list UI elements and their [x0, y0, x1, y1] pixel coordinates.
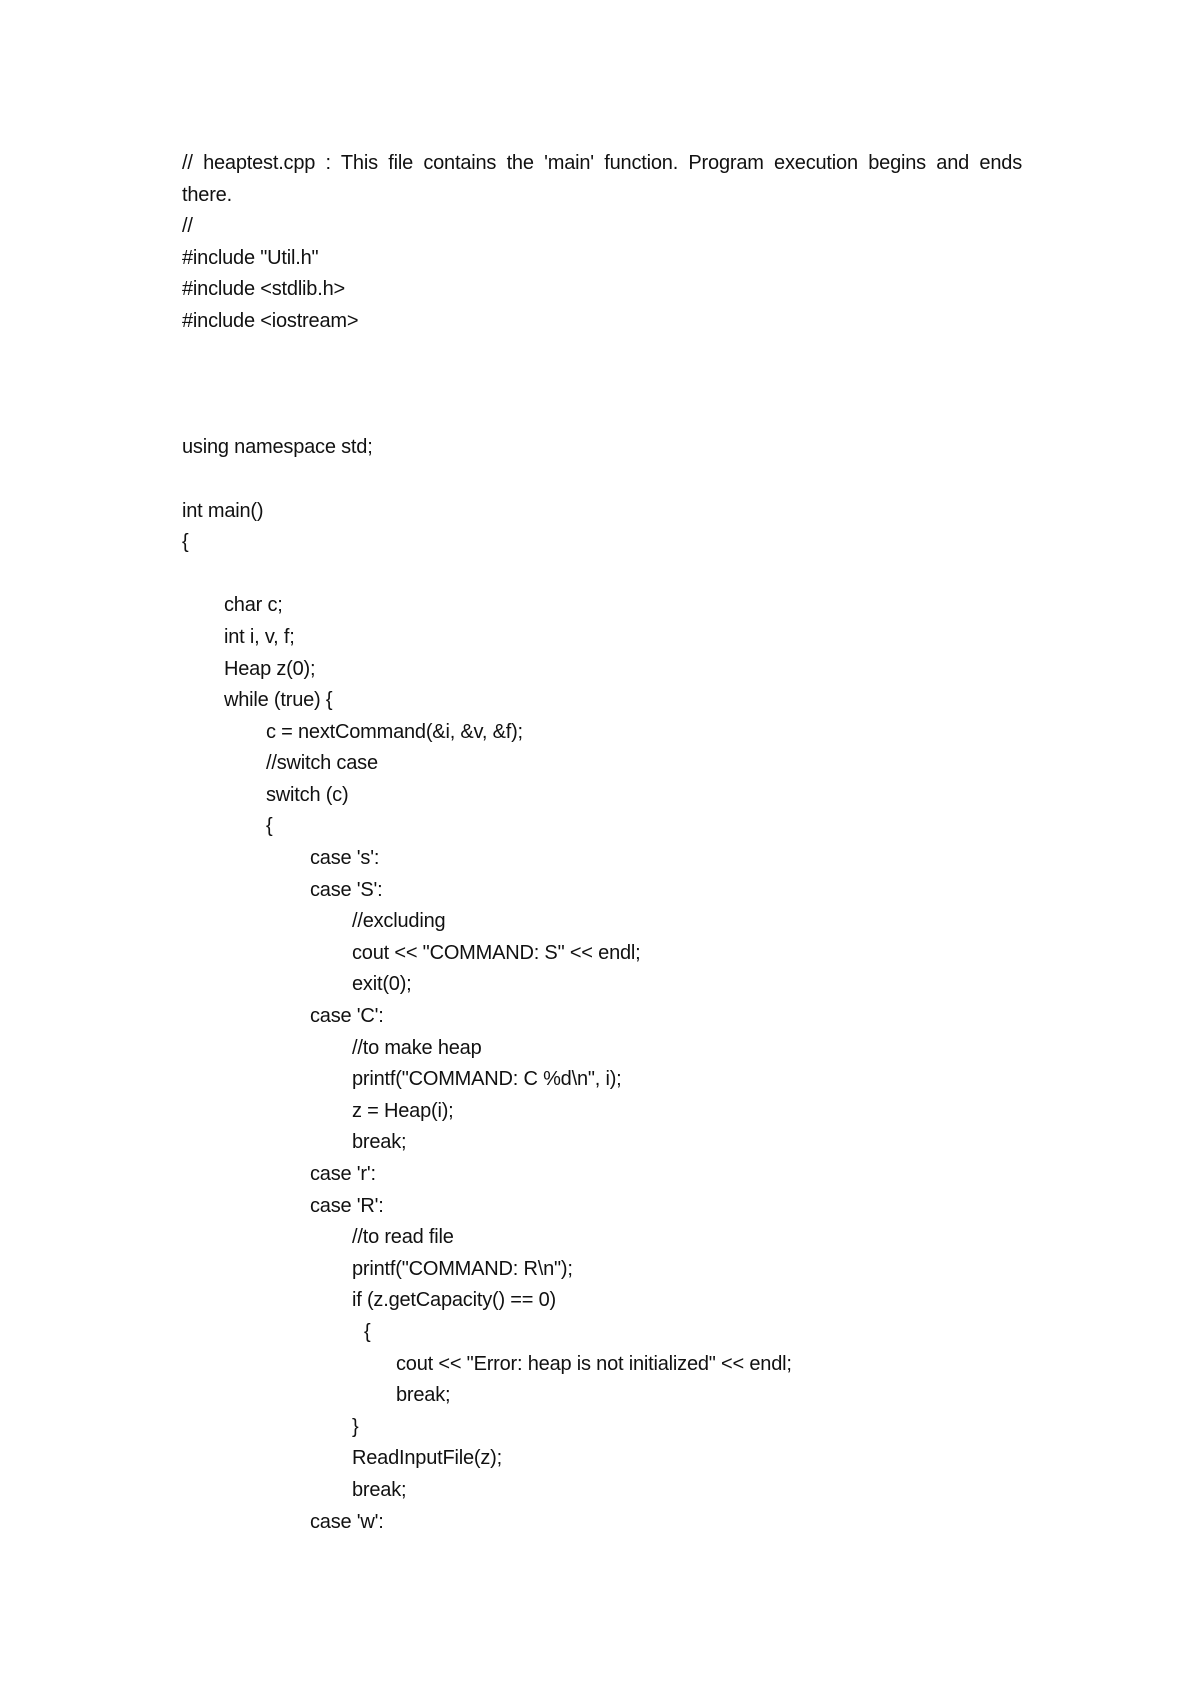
code-line: #include <iostream> — [182, 309, 359, 332]
blank-line — [182, 338, 1022, 401]
code-line: #include <stdlib.h> — [182, 278, 345, 301]
code-line: exit(0); — [352, 973, 412, 996]
code-line: case 'w': — [310, 1510, 384, 1533]
code-line: #include "Util.h" — [182, 246, 319, 269]
blank-line — [182, 559, 1022, 591]
code-line: c = nextCommand(&i, &v, &f); — [266, 720, 523, 743]
code-listing — [182, 148, 1022, 1538]
code-line: int main() — [182, 499, 264, 522]
code-line: { — [364, 1320, 371, 1343]
code-line: Heap z(0); — [224, 657, 316, 680]
blank-line — [182, 401, 1022, 433]
code-line: case 'R': — [310, 1194, 384, 1217]
code-line: ReadInputFile(z); — [352, 1447, 502, 1470]
blank-line — [182, 464, 1022, 496]
code-line: cout << "COMMAND: S" << endl; — [352, 941, 641, 964]
code-line: int i, v, f; — [224, 625, 295, 648]
code-line: printf("COMMAND: R\n"); — [352, 1257, 573, 1280]
code-line: //to make heap — [352, 1036, 482, 1059]
code-line: case 'C': — [310, 1005, 384, 1028]
code-line: //to read file — [352, 1226, 454, 1249]
code-line: printf("COMMAND: C %d\n", i); — [352, 1068, 622, 1091]
code-line: while (true) { — [224, 689, 333, 712]
code-line: //excluding — [352, 910, 446, 933]
code-line: if (z.getCapacity() == 0) — [352, 1289, 556, 1312]
code-line: using namespace std; — [182, 436, 373, 459]
code-line: break; — [396, 1384, 451, 1407]
code-line: break; — [352, 1131, 407, 1154]
code-line: // — [182, 215, 193, 238]
code-line: break; — [352, 1478, 407, 1501]
code-line: case 'r': — [310, 1163, 376, 1185]
code-line: // heaptest.cpp : This file contains the 'main' function. Program execution begins and ends there. — [182, 152, 1022, 206]
code-line: //switch case — [266, 752, 378, 775]
code-line: cout << "Error: heap is not initialized" << endl; — [396, 1352, 792, 1375]
code-line: { — [266, 815, 273, 838]
code-line: case 'S': — [310, 878, 383, 901]
code-line: switch (c) — [266, 783, 349, 806]
code-line: } — [352, 1415, 359, 1438]
code-line: z = Heap(i); — [352, 1099, 454, 1122]
code-line: char c; — [224, 594, 283, 617]
code-line: { — [182, 531, 189, 554]
code-line: case 's': — [310, 847, 380, 870]
